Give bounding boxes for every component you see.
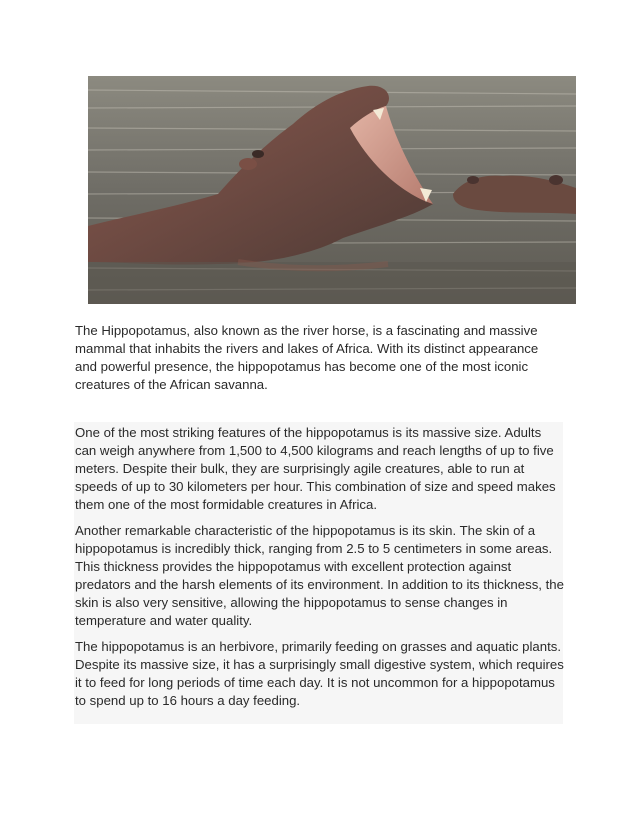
paragraph-diet: The hippopotamus is an herbivore, primarily feeding on grasses and aquatic plants. Despite its massive size, it has a surprisingly small digestive system, which requires it to feed for long periods of time each day. It is not uncommon for a hippopotamus to spend up to 16 hours a day feeding. xyxy=(75,639,564,708)
intro-paragraph: The Hippopotamus, also known as the river horse, is a fascinating and massive mammal that inhabits the rivers and lakes of Africa. With its distinct appearance and powerful presence, the hippopotamus has become one of the most iconic creatures of the African savanna. xyxy=(75,323,539,392)
paragraph-skin: Another remarkable characteristic of the hippopotamus is its skin. The skin of a hippopotamus is incredibly thick, ranging from 2.5 to 5 centimeters in some areas. This thickness provides the hippopotamus with excellent protection against predators and the harsh elements of its environment. In addition to its thickness, the skin is also very sensitive, allowing the hippopotamus to sense changes in temperature and water quality. xyxy=(75,523,564,628)
paragraph-size: One of the most striking features of the hippopotamus is its massive size. Adults can weigh anywhere from 1,500 to 4,500 kilograms and reach lengths of up to five meters. Despite their bulk, they are surprisingly agile creatures, able to run at speeds of up to 30 kilometers per hour. This combination of size and speed makes them one of the most formidable creatures in Africa. xyxy=(75,425,556,512)
hippopotamus-photo xyxy=(88,76,576,304)
hippo-illustration xyxy=(88,76,576,304)
